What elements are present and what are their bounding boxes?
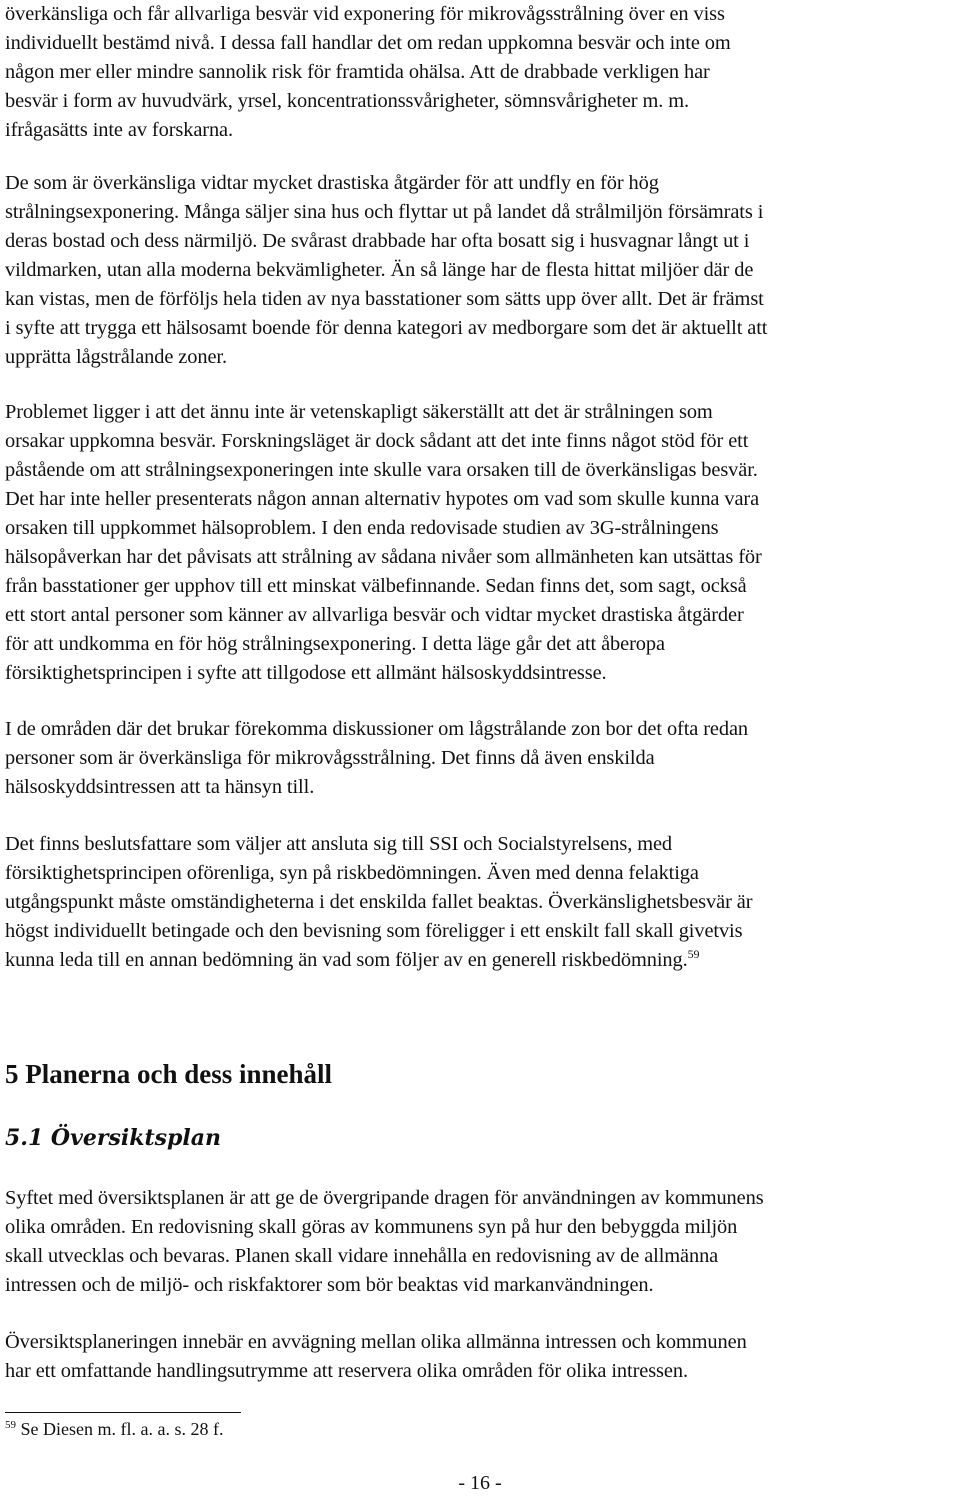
footnote-text: Se Diesen m. fl. a. a. s. 28 f. [20, 1419, 224, 1439]
footnote [5, 1416, 223, 1442]
section-heading: 5.1 Översiktsplan [5, 1125, 221, 1151]
paragraph-beslutsfattare-text: Det finns beslutsfattare som väljer att ansluta sig till SSI och Socialstyrelsens, med försiktighetsprincipen oförenliga, syn på riskbedömningen. Även med denna felaktiga utgångspunkt måste omständigheterna i det enskilda fallet beaktas. Överkänslighetsbesvär är högst individuellt betingade och den bevisning som föreligger i ett enskilt fall skall givetvis kunna leda till en annan bedömning än vad som följer av en generell riskbedömning. [5, 833, 753, 971]
footnote-number: 59 [5, 1419, 16, 1431]
chapter-heading: 5 Planerna och dess innehåll [5, 1059, 333, 1089]
paragraph-overkansliga-besvar: överkänsliga och får allvarliga besvär vid exponering för mikrovågsstrålning över en viss individuellt bestämd nivå. I dessa fall handlar det om redan uppkomna besvär och inte om någon mer eller mindre sannolik risk för framtida ohälsa. Att de drabbade verkligen har besvär i form av huvudvärk, yrsel, koncentrationssvårigheter, sömnsvårigheter m. m. ifrågasätts inte av forskarna. [5, 3, 731, 141]
paragraph-lagstralande-zon: I de områden där det brukar förekomma diskussioner om lågstrålande zon bor det ofta redan personer som är överkänsliga för mikrovågsstrålning. Det finns då även enskilda hälsoskyddsintressen att ta hänsyn till. [5, 718, 749, 798]
paragraph-vetenskapligt-sakerstallt: Problemet ligger i att det ännu inte är vetenskapligt säkerställt att det är strålningen som orsakar uppkomna besvär. Forskningsläget är dock sådant att det inte finns något stöd för ett påstående om att strålningsexponeringen inte skulle vara orsaken till de överkänsligas besvär. Det har inte heller presenterats någon annan alternativ hypotes om vad som skulle kunna vara orsaken till uppkommet hälsoproblem. I den enda redovisade studien av 3G-strålningens hälsopåverkan har det påvisats att strålning av sådana nivåer som allmänheten kan utsättas för från basstationer ger upphov till ett minskat välbefinnande. Sedan finns det, som sagt, också ett stort antal personer som känner av allvarliga besvär och vidtar mycket drastiska åtgärder för att undkomma en för hög strålningsexponering. I detta läge går det att åberopa försiktighetsprincipen i syfte att tillgodose ett allmänt hälsoskyddsintresse. [5, 401, 762, 684]
paragraph-oversiktsplaneringen: Översiktsplaneringen innebär en avvägning mellan olika allmänna intressen och kommunen har ett omfattande handlingsutrymme att reservera olika områden för olika intressen. [5, 1331, 747, 1382]
paragraph-drastiska-atgarder: De som är överkänsliga vidtar mycket drastiska åtgärder för att undfly en för hög strålningsexponering. Många säljer sina hus och flyttar ut på landet då strålmiljön försämrats i deras bostad och dess närmiljö. De svårast drabbade har ofta bosatt sig i husvagnar långt ut i vildmarken, utan alla moderna bekvämligheter. Än så länge har de flesta hittat miljöer där de kan vistas, men de förföljs hela tiden av nya basstationer som sätts upp över allt. Det är främst i syfte att trygga ett hälsosamt boende för denna kategori av medborgare som det är aktuellt att upprätta lågstrålande zoner. [5, 172, 768, 368]
page-number: - 16 - [458, 1472, 502, 1494]
footnote-reference: 59 [687, 947, 700, 961]
paragraph-syftet-oversiktsplan: Syftet med översiktsplanen är att ge de övergripande dragen för användningen av kommunens olika områden. En redovisning skall göras av kommunens syn på hur den bebyggda miljön skall utvecklas och bevaras. Planen skall vidare innehålla en redovisning av de allmänna intressen och de miljö- och riskfaktorer som bör beaktas vid markanvändningen. [5, 1187, 764, 1296]
paragraph-beslutsfattare [5, 830, 957, 975]
footnote-divider [5, 1412, 241, 1413]
